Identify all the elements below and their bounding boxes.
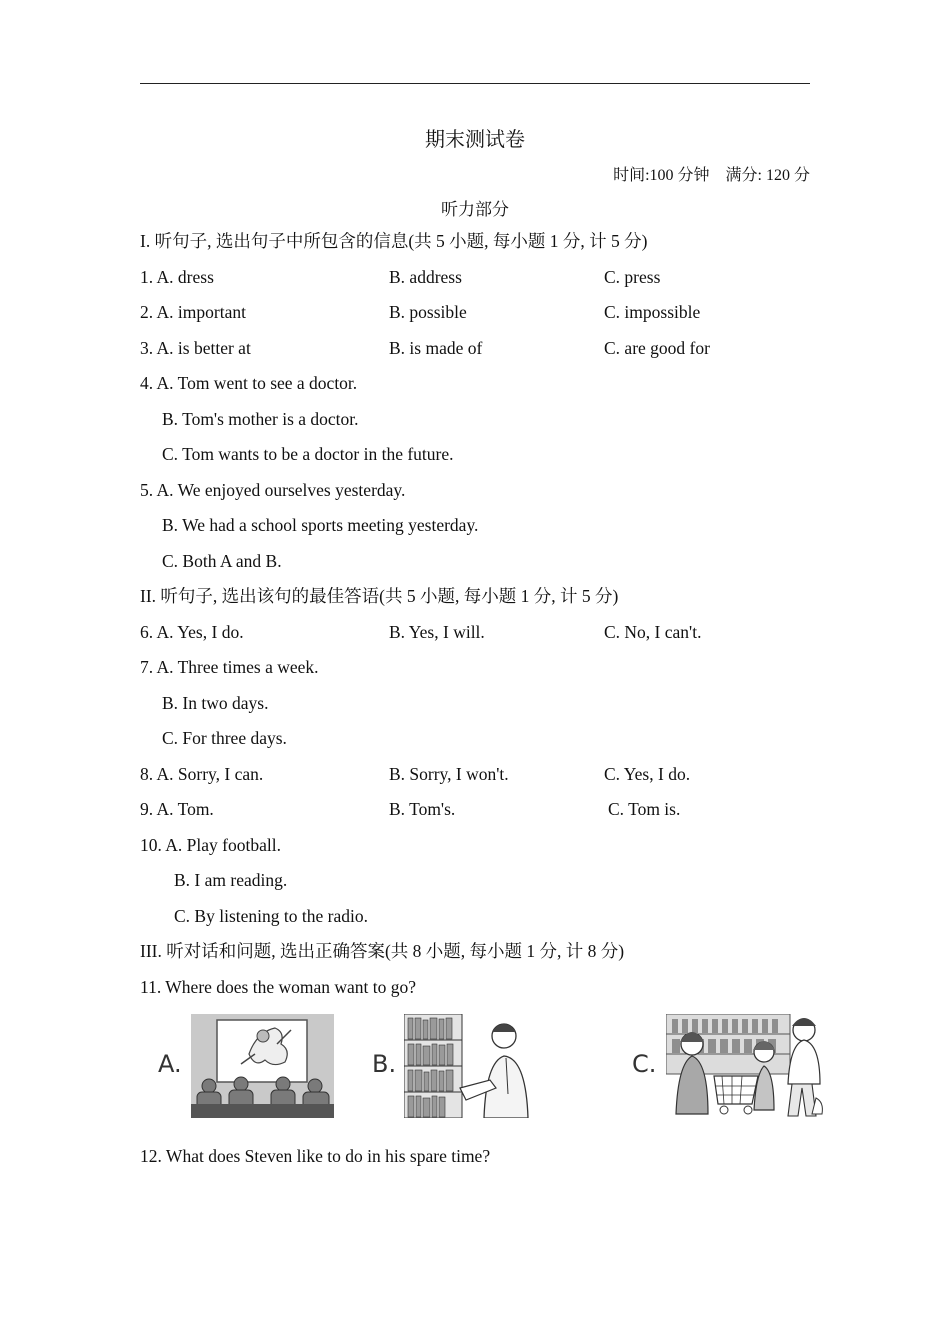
q5-option-b: B. We had a school sports meeting yesterday. xyxy=(162,515,479,535)
q4-option-b: B. Tom's mother is a doctor. xyxy=(162,409,359,429)
q6-option-c: C. No, I can't. xyxy=(604,622,702,642)
q1-option-b: B. address xyxy=(389,267,462,287)
q1-option-a: 1. A. dress xyxy=(140,267,214,287)
q2-option-b: B. possible xyxy=(389,302,467,322)
top-rule xyxy=(140,83,810,84)
cinema-picture xyxy=(191,1014,334,1118)
q3-option-a: 3. A. is better at xyxy=(140,338,251,358)
q9-option-b: B. Tom's. xyxy=(389,799,456,819)
q4-option-a: 4. A. Tom went to see a doctor. xyxy=(140,373,358,393)
q11-label-a: A. xyxy=(158,1050,182,1078)
q11-question: 11. Where does the woman want to go? xyxy=(140,977,417,997)
q7-option-a: 7. A. Three times a week. xyxy=(140,657,319,677)
q1-option-c: C. press xyxy=(604,267,661,287)
part-heading: 听力部分 xyxy=(441,200,509,220)
library-picture xyxy=(404,1014,534,1118)
q5-option-c: C. Both A and B. xyxy=(162,551,282,571)
q6-option-b: B. Yes, I will. xyxy=(389,622,485,642)
q2-option-a: 2. A. important xyxy=(140,302,246,322)
supermarket-picture xyxy=(666,1014,826,1118)
q7-option-c: C. For three days. xyxy=(162,728,287,748)
section-2-heading: II. 听句子, 选出该句的最佳答语(共 5 小题, 每小题 1 分, 计 5 分) xyxy=(140,586,619,606)
q11-label-c: C. xyxy=(632,1050,657,1078)
q5-option-a: 5. A. We enjoyed ourselves yesterday. xyxy=(140,480,406,500)
q12-question: 12. What does Steven like to do in his spare time? xyxy=(140,1146,491,1166)
q3-option-c: C. are good for xyxy=(604,338,710,358)
q2-option-c: C. impossible xyxy=(604,302,701,322)
q8-option-b: B. Sorry, I won't. xyxy=(389,764,509,784)
q9-option-c: C. Tom is. xyxy=(608,799,681,819)
q10-option-c: C. By listening to the radio. xyxy=(174,906,368,926)
q8-option-a: 8. A. Sorry, I can. xyxy=(140,764,264,784)
q7-option-b: B. In two days. xyxy=(162,693,269,713)
q9-option-a: 9. A. Tom. xyxy=(140,799,214,819)
q8-option-c: C. Yes, I do. xyxy=(604,764,691,784)
q10-option-b: B. I am reading. xyxy=(174,870,288,890)
exam-title: 期末测试卷 xyxy=(425,127,525,151)
q4-option-c: C. Tom wants to be a doctor in the future. xyxy=(162,444,454,464)
q3-option-b: B. is made of xyxy=(389,338,483,358)
section-3-heading: III. 听对话和问题, 选出正确答案(共 8 小题, 每小题 1 分, 计 8 分) xyxy=(140,941,625,961)
q10-option-a: 10. A. Play football. xyxy=(140,835,281,855)
q11-label-b: B. xyxy=(372,1050,397,1078)
section-1-heading: I. 听句子, 选出句子中所包含的信息(共 5 小题, 每小题 1 分, 计 5 分) xyxy=(140,231,648,251)
q6-option-a: 6. A. Yes, I do. xyxy=(140,622,244,642)
exam-meta: 时间:100 分钟 满分: 120 分 xyxy=(613,167,810,184)
